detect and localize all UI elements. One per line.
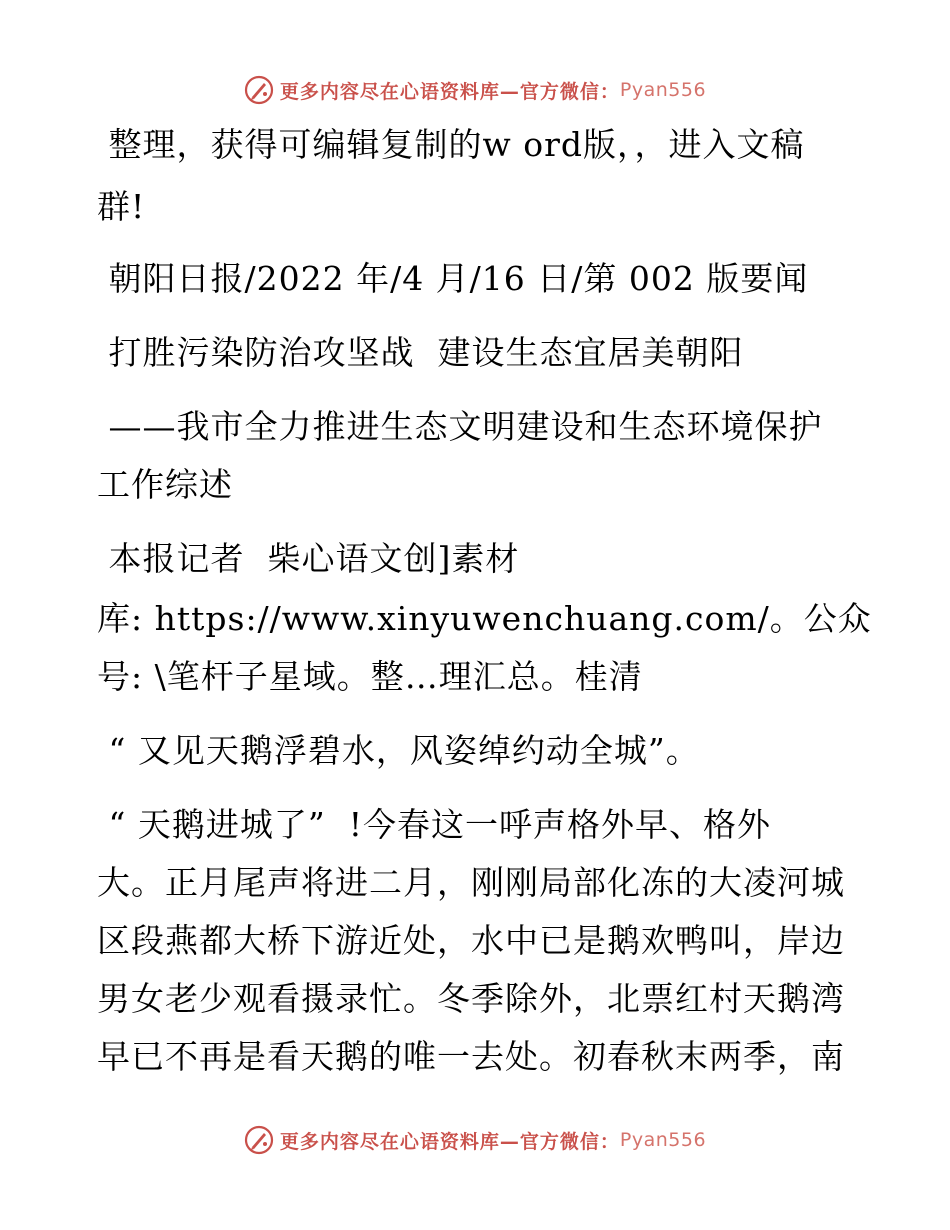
text-line: 大。正月尾声将进二月，刚刚局部化冻的大凌河城: [97, 863, 845, 902]
quill-logo-icon: [244, 1125, 274, 1155]
text-line: 工作综述: [97, 465, 233, 504]
text-line: 本报记者 柴心语文创]素材: [97, 539, 520, 578]
text-line: 群!: [97, 187, 146, 226]
footer-banner-text: 更多内容尽在心语资料库—官方微信：: [279, 1130, 620, 1153]
text-line: 整理，获得可编辑复制的w ord版，，进入文稿: [97, 125, 805, 164]
header-banner-text: 更多内容尽在心语资料库—官方微信：: [279, 80, 620, 103]
text-line: 打胜污染防治攻坚战 建设生态宜居美朝阳: [97, 333, 744, 372]
footer-banner-wechat-id: Pyan556: [619, 1129, 707, 1151]
footer-banner: [0, 1120, 950, 1160]
text-line: “ 天鹅进城了” !今春这一呼声格外早、格外: [97, 805, 771, 844]
text-line: “ 又见天鹅浮碧水，风姿绰约动全城”。: [97, 731, 700, 770]
text-line: 男女老少观看摄录忙。冬季除外，北票红村天鹅湾: [97, 979, 845, 1018]
text-line: ——我市全力推进生态文明建设和生态环境保护: [97, 407, 823, 446]
header-banner: [0, 70, 950, 110]
header-banner-wechat-id: Pyan556: [619, 79, 707, 101]
quill-logo-icon: [244, 75, 274, 105]
text-line: 朝阳日报/2022 年/4 月/16 日/第 002 版要闻: [97, 259, 809, 298]
text-line: 号: \笔杆子星域。整…理汇总。桂清: [97, 657, 643, 696]
text-line: 库: https://www.xinyuwenchuang.com/。公众: [97, 599, 872, 638]
text-line: 区段燕都大桥下游近处，水中已是鹅欢鸭叫，岸边: [97, 921, 845, 960]
text-line: 早已不再是看天鹅的唯一去处。初春秋末两季，南: [97, 1037, 845, 1076]
